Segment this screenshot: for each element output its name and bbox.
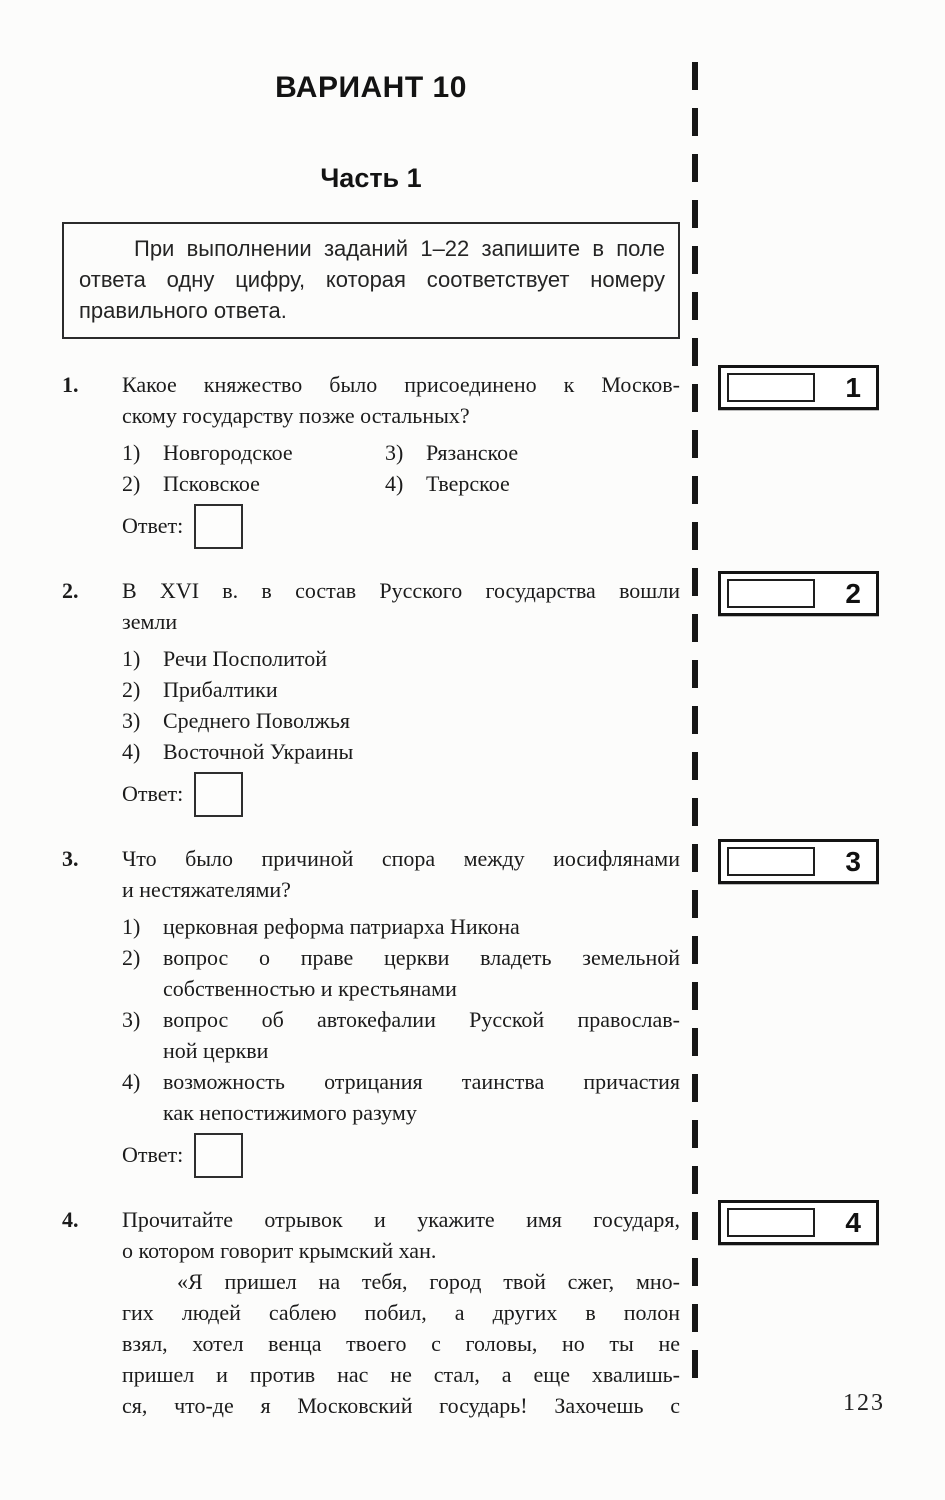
question-number: 1.	[62, 372, 79, 397]
option-number: 1)	[122, 440, 141, 465]
task-marker-number: 3	[845, 845, 861, 877]
options-list	[122, 911, 680, 1128]
answer-option	[122, 1066, 680, 1128]
option-text	[163, 705, 680, 736]
question-text-line: скому государству позже остальных?	[122, 403, 470, 428]
instruction-line: правильного ответа.	[79, 298, 287, 323]
option-text	[163, 911, 680, 942]
answer-input-box[interactable]	[194, 1133, 243, 1178]
question-body	[122, 843, 680, 1178]
option-text	[163, 468, 385, 499]
cut-dashed-line	[692, 62, 698, 1388]
question-text-line: Какое княжество было присоединено к Москов-	[122, 372, 680, 397]
task-marker-number: 2	[845, 577, 861, 609]
answer-option	[122, 643, 680, 674]
quote-line: ся, что-де я Московский государь! Захочешь с	[122, 1393, 680, 1418]
option-text	[163, 1004, 680, 1066]
task-marker-number: 1	[845, 371, 861, 403]
question-body	[122, 1204, 680, 1421]
quote-line: взял, хотел венца твоего с головы, но ты не	[122, 1331, 680, 1356]
task-marker	[718, 1200, 879, 1245]
source-quote	[122, 1266, 680, 1421]
answer-label: Ответ:	[122, 513, 184, 538]
option-text-line: церковная реформа патриарха Никона	[163, 914, 520, 939]
option-text-line: Тверское	[426, 471, 510, 496]
answer-option	[122, 674, 680, 705]
task-marker	[718, 365, 879, 410]
question-number: 4.	[62, 1207, 79, 1232]
answer-input-box[interactable]	[194, 504, 243, 549]
question-number: 2.	[62, 578, 79, 603]
task-answer-field[interactable]	[727, 373, 815, 402]
option-text	[426, 468, 680, 499]
task-answer-field[interactable]	[727, 579, 815, 608]
question-text	[122, 575, 680, 637]
answer-option	[122, 437, 385, 468]
question-text-line: Что было причиной спора между иосифлянами	[122, 846, 680, 871]
task-marker	[718, 839, 879, 884]
task-answer-field[interactable]	[727, 1208, 815, 1237]
option-text-line: Псковское	[163, 471, 260, 496]
instruction-line: ответа одну цифру, которая соответствует номеру	[79, 267, 665, 292]
answer-option	[122, 468, 385, 499]
answer-option	[122, 705, 680, 736]
answer-option	[122, 942, 680, 1004]
task-marker	[718, 571, 879, 616]
options-list	[122, 643, 680, 767]
question-text	[122, 1204, 680, 1266]
answer-label: Ответ:	[122, 1142, 184, 1167]
option-text	[163, 437, 385, 468]
question	[62, 575, 680, 817]
option-text-line: вопрос об автокефалии Русской православ-	[163, 1007, 680, 1032]
option-text-line: возможность отрицания таинства причастия	[163, 1069, 680, 1094]
instruction-box	[62, 222, 680, 339]
option-text-line: как непостижимого разуму	[163, 1100, 417, 1125]
question-body	[122, 369, 680, 549]
option-text-line: вопрос о праве церкви владеть земельной	[163, 945, 680, 970]
option-text-line: собственностью и крестьянами	[163, 976, 457, 1001]
option-number: 3)	[385, 440, 404, 465]
option-number: 2)	[122, 677, 141, 702]
option-number: 1)	[122, 646, 141, 671]
option-text-line: Рязанское	[426, 440, 519, 465]
question-text-line: о котором говорит крымский хан.	[122, 1238, 437, 1263]
quote-line: пришел и против нас не стал, а еще хвалишь-	[122, 1362, 680, 1387]
answer-option	[122, 1004, 680, 1066]
option-number: 3)	[122, 1007, 141, 1032]
question-text-line: земли	[122, 609, 178, 634]
quote-line: «Я пришел на тебя, город твой сжег, мно-	[177, 1269, 680, 1294]
option-text	[163, 736, 680, 767]
answer-row	[122, 503, 680, 549]
option-text-line: Среднего Поволжья	[163, 708, 351, 733]
option-text-line: Прибалтики	[163, 677, 278, 702]
page-number: 123	[843, 1390, 885, 1416]
option-number: 1)	[122, 914, 141, 939]
option-text	[426, 437, 680, 468]
question-text-line: Прочитайте отрывок и укажите имя государя,	[122, 1207, 680, 1232]
task-marker-number: 4	[845, 1206, 861, 1238]
question-text-line: В XVI в. в состав Русского государства вошли	[122, 578, 680, 603]
question-text	[122, 843, 680, 905]
variant-title: ВАРИАНТ 10	[275, 71, 467, 104]
answer-label: Ответ:	[122, 781, 184, 806]
questions-list	[62, 369, 680, 1421]
quote-line: гих людей саблею побил, а других в полон	[122, 1300, 680, 1325]
option-text-line: Восточной Украины	[163, 739, 354, 764]
option-number: 3)	[122, 708, 141, 733]
option-number: 4)	[122, 739, 141, 764]
option-text	[163, 643, 680, 674]
question	[62, 1204, 680, 1421]
answer-option	[122, 911, 680, 942]
option-number: 2)	[122, 945, 141, 970]
answer-input-box[interactable]	[194, 772, 243, 817]
answer-option	[122, 736, 680, 767]
option-text-line: Новгородское	[163, 440, 293, 465]
question-text	[122, 369, 680, 431]
instruction-line: При выполнении заданий 1–22 запишите в поле	[134, 236, 665, 261]
option-text	[163, 1066, 680, 1128]
answer-row	[122, 771, 680, 817]
answer-option	[385, 468, 680, 499]
part-title: Часть 1	[320, 163, 422, 193]
question-body	[122, 575, 680, 817]
question	[62, 369, 680, 549]
answer-option	[385, 437, 680, 468]
option-text	[163, 674, 680, 705]
question-text-line: и нестяжателями?	[122, 877, 291, 902]
task-answer-field[interactable]	[727, 847, 815, 876]
question	[62, 843, 680, 1178]
answer-row	[122, 1132, 680, 1178]
option-text	[163, 942, 680, 1004]
question-number: 3.	[62, 846, 79, 871]
options-list	[122, 437, 680, 499]
option-text-line: ной церкви	[163, 1038, 269, 1063]
option-number: 4)	[122, 1069, 141, 1094]
option-text-line: Речи Посполитой	[163, 646, 328, 671]
content-column	[62, 70, 680, 1447]
option-number: 2)	[122, 471, 141, 496]
option-number: 4)	[385, 471, 404, 496]
